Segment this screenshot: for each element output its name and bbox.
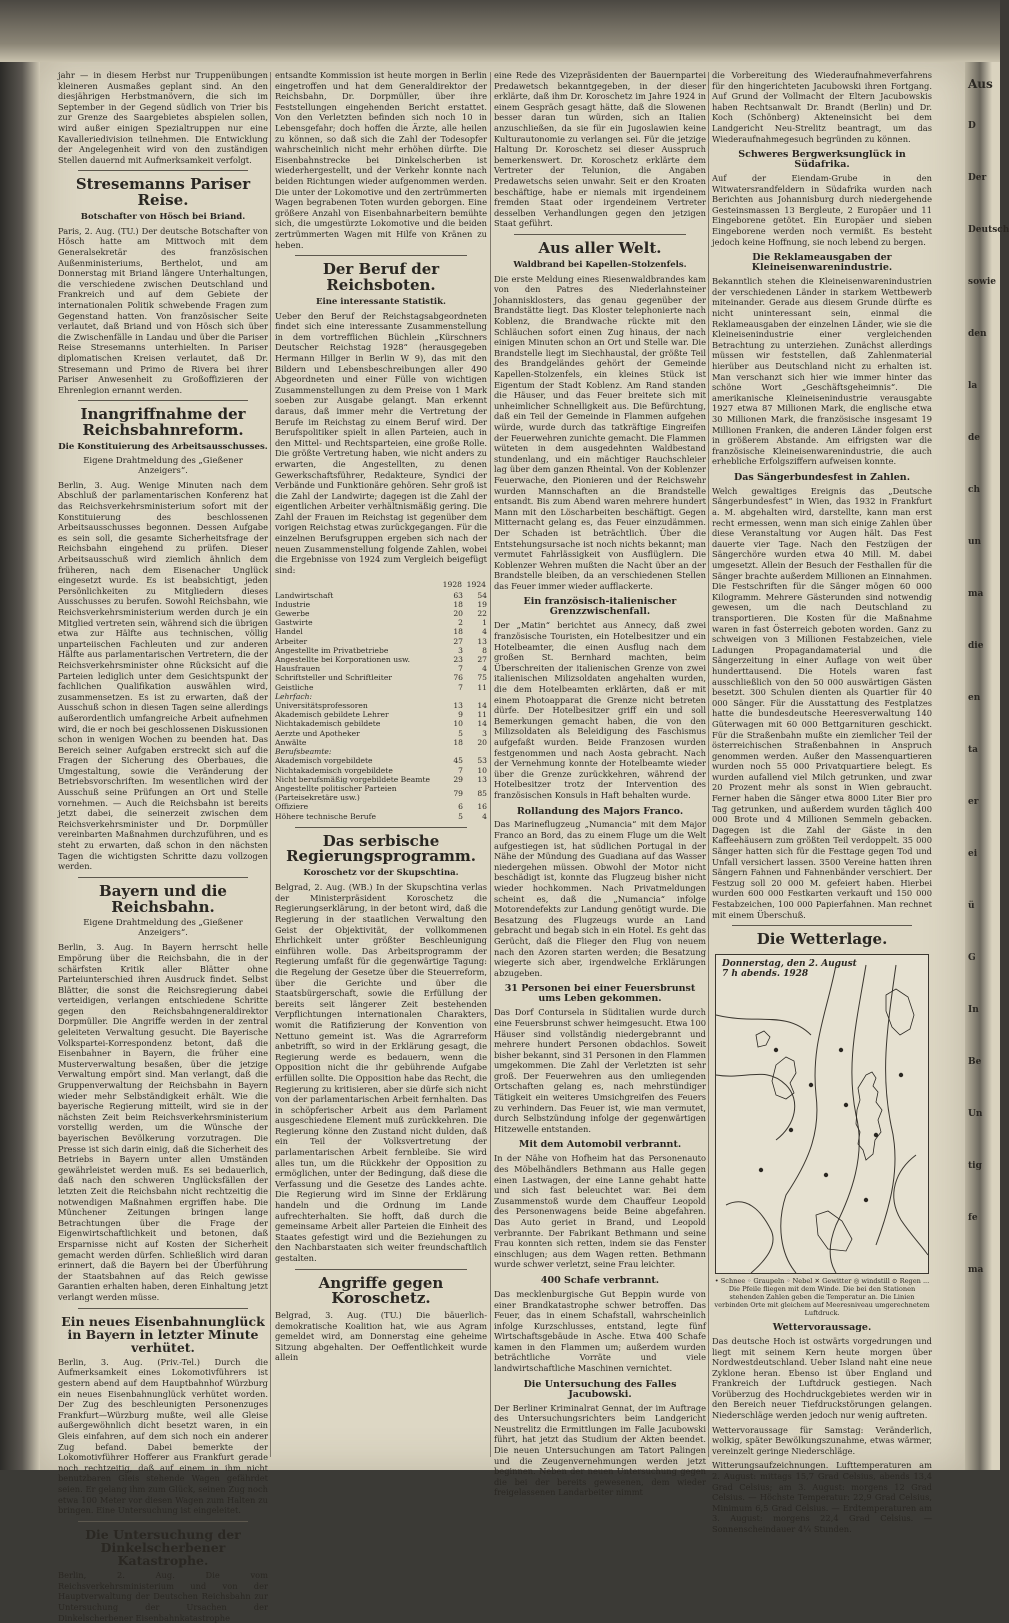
article-text: Das Marineflugzeug „Numancia“ mit dem Major Franco an Bord, das zu einem Fluge um die Welt aufgestiegen ist, hat südlichen Portugal in der Nähe der Mündung des Guadiana auf das Wasser niedergehen müssen. Obwohl der Motor nicht beschädigt ist, konnte das Flugzeug bisher nicht wieder hochkommen. Nach Privatmeldungen scheint es, daß die „Numancia“ infolge Motorendefekts zur Landung genötigt wurde. Die Besatzung des Flugzeugs wurde an Land gebracht und begab sich in ein Hotel. Es geht das Gerücht, daß die Flieger den Flug von neuem nach den Azoren starten werden; die Besatzung wiegerte sich aber, irgendwelche Erklärungen abzugeben.: [494, 819, 706, 978]
table-cell-profession: Landwirtschaft: [275, 590, 334, 600]
table-cell-profession: Akademisch vorgebildete: [275, 756, 373, 766]
headline-aus-aller-welt: Aus aller Welt.: [538, 238, 662, 257]
text-fragment: la: [968, 381, 978, 391]
column-rule: [490, 72, 491, 1457]
subheadline: Waldbrand bei Kapellen-Stolzenfels.: [513, 259, 687, 270]
text-fragment: Der: [968, 173, 987, 183]
table-cell-1924: 10: [477, 765, 487, 775]
table-row: [275, 692, 487, 701]
column-5-fragment: [968, 70, 1009, 1460]
column-header: 1924: [466, 580, 486, 590]
separator: [78, 400, 248, 401]
article-text: Wettervoraussage für Samstag: Veränderlich, wolkig, später Bewölkungszunahme, etwas wärmer, vereinzelt geringe Niederschläge.: [712, 1424, 932, 1456]
table-cell-profession: Nichtakademisch vorgebildete: [275, 765, 393, 775]
text-fragment: ch: [968, 485, 981, 495]
column-rule: [270, 72, 271, 1457]
table-row: [275, 701, 487, 710]
table-cell-1928: 23: [453, 655, 463, 665]
table-row: [275, 664, 487, 673]
table-cell-1924: 27: [477, 655, 487, 665]
table-cell-1924: 13: [477, 636, 487, 646]
headline-bergwerk: Schweres Bergwerksunglück in Südafrika.: [738, 149, 906, 171]
article-text: Das Dorf Contursela in Süditalien wurde durch eine Feuersbrunst schwer heimgesucht. Etwa 100 Häuser sind vollständig niedergebrannt und mehrere hundert Personen obdachlos. Soweit bisher bekannt, sind 31 Personen in den Flammen umgekommen. Die Zahl der Verletzten ist sehr groß. Der Feuerwehren aus den umliegenden Ortschaften gelang es, nach mehrstündiger Tätigkeit ein weiteres Umsichgreifen des Feuers zu verhindern. Das Feuer ist, wie man vermutet, durch Selbstzündung infolge der gegenwärtigen Hitzewelle entstanden.: [494, 1007, 706, 1134]
table-cell-1928: 27: [453, 636, 463, 646]
table-cell-profession: Geistliche: [275, 682, 314, 692]
headline-automobil: Mit dem Automobil verbrannt.: [518, 1139, 682, 1151]
article-text: entsandte Kommission ist heute morgen in Berlin eingetroffen und hat dem Generaldirektor der Reichsbahn, Dr. Dorpmüller, über ihre Feststellungen eingehenden Bericht erstattet. Von den Verletzten befinden sich noch 10 in Lebensgefahr; doch hoffen die Ärzte, alle heilen zu können, so daß sich die Zahl der Todesopfer wahrscheinlich nicht mehr erhöhen dürfte. Die Eisenbahnstrecke bei Dinkelscherben ist wiederhergestellt, und der Verkehr konnte nach beiden Richtungen wieder aufgenommen werden. Die unter der Lokomotive und den zertrümmerten Wagen begrabenen Toten wurden geborgen. Eine größere Anzahl von Eisenbahnarbeitern bemühte sich, die umgestürzte Lokomotive und die beiden zertrümmerten Wagen mit Hilfe von Kränen zu heben.: [275, 70, 487, 250]
subheadline: Die Konstituierung des Arbeitsausschusses.: [58, 441, 268, 452]
article-text: Das deutsche Hoch ist ostwärts vorgedrungen und liegt mit seinem Kern heute morgen über Nordwestdeutschland. Ueber Island naht eine neue Zyklone heran. Ebenso ist über England und Frankreich der Luftdruck gestiegen. Nach Vorüberzug des Hochdruckgebietes werden wir in den Bereich neuer Tiefdruckstörungen gelangen. Niederschläge werden jedoch nur wenig auftreten.: [712, 1335, 932, 1421]
headline-serbisch: Das serbische Regierungsprogramm.: [286, 831, 476, 866]
scan-top-edge: [0, 0, 1000, 62]
table-cell-1924: 14: [477, 719, 487, 729]
table-cell-1924: 4: [482, 664, 487, 674]
table-cell-profession: Nicht berufsmäßig vorgebildete Beamte: [275, 774, 430, 784]
table-cell-profession: Angestellte im Privatbetriebe: [275, 645, 389, 655]
table-row: [275, 756, 487, 765]
table-cell-1924: 8: [482, 645, 487, 655]
table-row: [275, 802, 487, 811]
article-text: Ueber den Beruf der Reichstagsabgeordneten findet sich eine interessante Zusammenstellung in dem vortrefflichen Büchlein „Kürschners Deutscher Reichstag 1928“ (herausgegeben Hermann Hillger in Berlin W 9), das mit den Bildern und Lebensbeschreibungen aller 490 Abgeordneten und einer Fülle von wichtigen Zusammenstellungen zu dem Preise von 1 Mark soeben zur Ausgabe gelangt. Man erkennt daraus, daß immer mehr die Vertretung der Berufe im Reichstag zu einem Beruf wird. Der Berufspolitiker spielt in allen Parteien, auch in den Mittel- und Rechtsparteien, eine große Rolle. Die größte Vertretung haben, wie nicht anders zu erwarten, die Angestellten, zu denen Gewerkschaftsführer, Redakteure, Syndici der Verbände und Funktionäre gehören. Sehr groß ist die Zahl der Landwirte; dagegen ist die Zahl der eigentlichen Arbeiter verhältnismäßig gering. Die Zahl der Frauen im Reichstag ist gegenüber dem vorigen Reichstag etwas zurückgegangen. Für die einzelnen Berufsgruppen ergeben sich nach der neuen Zusammenstellung folgende Zahlen, wobei die Ergebnisse von 1924 zum Vergleich beigefügt sind:: [275, 310, 487, 575]
text-fragment: en: [968, 693, 981, 703]
column-header: 1928: [442, 580, 462, 590]
text-fragment: den: [968, 329, 987, 339]
table-cell-1924: 13: [477, 774, 487, 784]
headline-fragment: Aus: [968, 77, 993, 91]
text-fragment: ü: [968, 901, 975, 911]
table-row: [275, 738, 487, 747]
headline-reklame: Die Reklameausgaben der Kleineisenwarenindustrie.: [751, 252, 893, 274]
article-text: Berlin, 3. Aug. (Priv.-Tel.) Durch die Aufmerksamkeit eines Lokomotivführers ist gestern abend auf dem Hauptbahnhof Würzburg ein neues Eisenbahnunglück verhütet worden. Der Zug des beschleunigten Personenzuges Frankfurt—Würzburg mußte, weil alle Gleise außergewöhnlich dicht besetzt waren, in ein Gleis einfahren, auf dem sich noch ein anderer Zug befand. Dabei bemerkte der Lokomotivführer Hofferer aus Frankfurt gerade noch rechtzeitig, daß auf einem in ihm nicht benutzbaren Gleis stehende Wagen gefährdet seien. Er gelang ihm zum Glück, seinen Zug noch etwa 100 Meter vor diesen Wagen zum Halten zu bringen. Eine Untersuchung ist eingeleitet.: [58, 1356, 268, 1516]
table-row: [275, 775, 487, 784]
table-cell-profession: Offiziere: [275, 802, 309, 812]
subheadline: Botschafter von Hösch bei Briand.: [80, 211, 246, 222]
text-fragment: sowie: [968, 277, 996, 287]
column-1: [58, 70, 268, 1623]
table-cell-1924: 85: [477, 788, 487, 798]
article-text: Berlin, 3. Aug. Wenige Minuten nach dem Abschluß der parlamentarischen Konferenz hat das Reichsverkehrsministerium sofort mit der Konstituierung des beschlossenen Arbeitsausschusses begonnen. Dessen Aufgabe es sein soll, die gesamte Sicherheitsfrage der Reichsbahn eingehend zu prüfen. Dieser Arbeitsausschuß wird ziemlich ähnlich dem früheren, nach dem Eisenacher Unglück eingesetzt wurde. Es ist beabsichtigt, jeden Persönlichkeiten zu Mitgliedern dieses Ausschusses zu berufen. Sowohl Reichsbahn, wie Reichsverkehrsministerium werden durch je ein Mitglied vertreten sein, während sich die übrigen etwa zur Hälfte aus technischen, völlig unparteiischen Fachleuten und zur anderen Hälfte aus parlamentarischen Vertretern, die der Reichsverkehrsminister ohne Rücksicht auf die Parteien lediglich unter dem Gesichtspunkt der fachlichen Qualifikation auswählen wird, zusammensetzen. Es ist zu erwarten, daß der Ausschuß schon in diesen Tagen seine allerdings außerordentlich umfangreiche Arbeit aufnehmen wird, die er noch bei geschlossenen Diskussionen schon in wenigen Wochen zu beenden hat. Das Bereich seiner Aufgaben erstreckt sich auf die Fragen der Sicherung des Oberbaues, die Umgestaltung, sowie die Veränderung der Betriebsvorschriften. Im wesentlichen wird der Ausschuß seine Prüfungen an Ort und Stelle vornehmen. — Auch die Reichsbahn ist bereits jetzt dabei, die seinerzeit zwischen dem Reichsverkehrsminister und Dr. Dorpmüller vereinbarten Maßnahmen durchzuführen, und es steht zu erwarten, daß schon in den nächsten Tagen die wichtigsten Schritte dazu vollzogen werden.: [58, 479, 268, 872]
text-fragment: Un: [968, 1109, 983, 1119]
table-cell-profession: Universitätsprofessoren: [275, 701, 368, 711]
separator: [78, 170, 248, 171]
subheadline: Eine interessante Statistik.: [316, 296, 446, 307]
table-cell-1924: 20: [477, 737, 487, 747]
table-cell-1924: 1: [482, 618, 487, 628]
article-text: Berlin, 3. Aug. In Bayern herrscht helle Empörung über die Reichsbahn, die in der schärfsten Kritik aller Blätter ohne Parteiunterschied ihren Ausdruck findet. Selbst Blätter, die sonst die Reichsregierung dabei verteidigen, verlangen entschiedene Schritte gegen den Reichsbahngeneraldirektor Dorpmüller. Die Angriffe werden in der zentral geleiteten Verwaltung gesucht. Die Bayerische Volkspartei-Korrespondenz betont, daß die Eisenbahner in Bayern, die früher eine Musterverwaltung besaßen, über die jetzige Verwaltung empört sind. Man verlangt, daß die Gruppenverwaltung der Reichsbahn in Bayern wieder mehr Selbständigkeit erhält. Wie die bayerische Regierung mitteilt, wird sie in der nächsten Zeit beim Reichsverkehrsministerium vorstellig werden, um die Wünsche der bayerischen Bevölkerung vorzutragen. Die Presse ist sich darin einig, daß die Sicherheit des Betriebs in Bayern unter allen Umständen gewährleistet werden muß. Es sei bedauerlich, daß nach den schweren Unglücksfällen der letzten Zeit die Reichsbahn nicht rechtzeitig die notwendigen Maßnahmen ergriffen habe. Die Münchener Zeitungen bringen lange Betrachtungen über die Frage der Eigenwirtschaftlichkeit und betonen, daß Ersparnisse nicht auf Kosten der Sicherheit gemacht werden dürfen. Schließlich wird daran erinnert, daß die Bayern bei der Überführung der Staatsbahnen auf das Reich gewisse Garantien erhalten haben, deren Einhaltung jetzt verlangt werden müsse.: [58, 942, 268, 1302]
table-cell-1928: 29: [453, 774, 463, 784]
separator: [78, 877, 248, 878]
table-cell-1924: 53: [477, 756, 487, 766]
text-fragment: ta: [968, 745, 978, 755]
article-text: Der „Matin“ berichtet aus Annecy, daß zwei französische Touristen, ein Hotelbesitzer und ein Hotelbeamter, die einen Ausflug nach dem großen St. Bernhard machten, beim Überschreiten der italienischen Grenze von zwei italienischen Milizsoldaten angehalten wurden, die dem Hotelbeamten erklärten, daß er mit einem Photoapparat die Grenze nicht betreten dürfe. Der Hotelbesitzer griff ein und soll Bemerkungen gemacht haben, die von den Milizsoldaten als Beleidigung des Faschismus aufgefaßt wurden. Beide Franzosen wurden festgenommen und nach Aosta gebracht. Nach der Vernehmung konnte der Hotelbeamte wieder über die Grenze zurückkehren, während der Hotelbesitzer trotz der Intervention des französischen Konsuls in Haft behalten wurde.: [494, 620, 706, 800]
text-fragment: Deutsch: [968, 225, 1009, 235]
headline-eisenbahnunglueck: Ein neues Eisenbahnunglück in Bayern in letzter Minute verhütet.: [61, 1313, 265, 1355]
table-cell-1924: 19: [477, 599, 487, 609]
table-cell-1924: 11: [477, 682, 487, 692]
text-fragment: fe: [968, 1213, 978, 1223]
table-header-row: [275, 579, 487, 590]
table-row: [275, 747, 487, 756]
profession-statistics-table: [275, 579, 487, 820]
table-row: [275, 729, 487, 738]
column-3: [494, 70, 706, 1498]
article-text: Belgrad, 2. Aug. (WB.) In der Skupschtina verlas der Ministerpräsident Koroschetz die Regierungserklärung, in der betont wird, daß die Regierung in der staatlichen Verwaltung den Geist der Objektivität, der vollkommenen Ehrlichkeit unter größter Beschleunigung einführen wolle. Das Arbeitsprogramm der Regierung umfaßt für die gegenwärtige Tagung: die Regelung der Gesetze über die Steuerreform, über die Gerichte und über die Staatsbürgerschaft, sowie die Erfüllung der bereits seit längerer Zeit bestehenden Verpflichtungen internationalen Charakters, womit die Ratifizierung der Konvention von Nettuno gemeint ist. Was die Agrarreform anbetrifft, so wird in der Erklärung gesagt, die Regierung werde es bedauern, wenn die Opposition nicht die ihr gebührende Aufgabe erfüllen sollte. Die Opposition habe das Recht, die Regierung zu kritisieren, aber sie dürfe sich nicht von der parlamentarischen Arbeit fernhalten. Das in schöpferischer Arbeit aus dem Parlament ausgeschiedene Element muß zurückkehren. Die Regierung könne den Zustand nicht dulden, daß ein Teil der Volksvertretung der parlamentarischen Arbeit fernbleibe. Sie wird alles tun, um die Rückkehr der Opposition zu ermöglichen, unter der Bedingung, daß diese die Verfassung und die Gesetze des Landes achte. Die Regierung wird im Sinne der Erklärung handeln und die Ordnung im Lande aufrechterhalten. Sie hofft, daß durch die gemeinsame Arbeit aller Parteien die Einheit des Staates gefestigt wird und die Beziehungen zu den Nachbarstaaten sich weiter freundschaftlich gestalten.: [275, 882, 487, 1263]
column-rule: [708, 72, 709, 1457]
table-row: [275, 637, 487, 646]
separator: [514, 234, 686, 235]
table-cell-1924: 75: [477, 673, 487, 683]
text-fragment: er: [968, 797, 979, 807]
headline-bayern: Bayern und die Reichsbahn.: [99, 881, 227, 916]
dateline-source: Eigene Drahtmeldung des „Gießener Anzeigers“.: [83, 918, 243, 939]
table-cell-1924: 4: [482, 627, 487, 637]
table-row: [275, 600, 487, 609]
subheadline: Koroschetz vor der Skupschtina.: [303, 868, 459, 879]
separator: [78, 1308, 248, 1309]
table-row: [275, 591, 487, 600]
article-text: Auf der Eiendam-Grube in den Witwatersrandfeldern in Südafrika wurden nach Berichten aus Johannisburg durch niedergehende Gesteinsmassen 13 Bergleute, 2 Europäer und 11 Eingeborene getötet. Ein Europäer und sieben Eingeborene werden noch vermißt. Es besteht jedoch keine Hoffnung, sie noch lebend zu bergen.: [712, 173, 932, 247]
table-cell-1928: 10: [453, 719, 463, 729]
text-fragment: ei: [968, 849, 978, 859]
text-fragment: G: [968, 953, 976, 963]
table-cell-1928: 9: [458, 710, 463, 720]
table-cell-1928: 13: [453, 701, 463, 711]
headline-jacubowski: Die Untersuchung des Falles Jacubowski.: [523, 1378, 677, 1400]
table-cell-profession: Gastwirte: [275, 618, 313, 628]
fragment-list: [968, 120, 1009, 1276]
table-cell-1924: [463, 692, 487, 701]
table-cell-profession: Handel: [275, 627, 303, 637]
table-row: [275, 655, 487, 664]
text-fragment: ma: [968, 589, 984, 599]
table-cell-1928: 7: [458, 765, 463, 775]
table-cell-1928: 20: [453, 609, 463, 619]
headline-saengerbund: Das Sängerbundesfest in Zahlen.: [733, 471, 911, 483]
table-cell-1924: 14: [477, 701, 487, 711]
table-cell-1924: 16: [477, 802, 487, 812]
table-cell-profession: Hausfrauen: [275, 664, 321, 674]
headline-feuersbrunst: 31 Personen bei einer Feuersbrunst ums Leben gekommen.: [504, 983, 696, 1005]
table-cell-1928: 79: [453, 788, 463, 798]
separator: [732, 925, 912, 926]
table-row: [275, 710, 487, 719]
table-row: [275, 618, 487, 627]
table-cell-1928: 5: [458, 728, 463, 738]
table-row: [275, 784, 487, 802]
weather-map-legend: • Schnee ◦ Graupeln ◦ Nebel ✕ Gewitter ◎ windstill ⊙ Regen ... Die Pfeile fliegen mit dem Winde. Die bei den Stationen stehenden Zahlen geben die Temperatur an. Die Linien verbinden Orte mit gleichem auf Meeresniveau umgerechnetem Luftdruck.: [714, 1276, 930, 1317]
weather-map: [715, 954, 929, 1274]
table-row: [275, 683, 487, 692]
table-cell-profession: Schriftsteller und Schriftleiter: [275, 673, 392, 683]
table-cell-1928: 3: [458, 645, 463, 655]
article-text: Witterungsaufzeichnungen. Lufttemperaturen am 2. August: mittags 15,7 Grad Celsius, abends 13,4 Grad Celsius; am 3. August: morgens 12 Grad Celsius. — Höchste Temperatur: 22,9 Grad Celsius, Minimum 6,5 Grad Celsius. — Erdtemperaturen am 3. August: morgens 22,4 Grad Celsius. — Sonnenscheindauer 4¼ Stunden.: [712, 1460, 932, 1534]
table-cell-1928: 2: [458, 618, 463, 628]
table-cell-1924: 3: [482, 728, 487, 738]
text-fragment: de: [968, 433, 981, 443]
table-row: [275, 719, 487, 728]
table-cell-1928: 45: [453, 756, 463, 766]
article-text: eine Rede des Vizepräsidenten der Bauernpartei Predawetsch bekanntgegeben, in der dieser erklärte, daß ihm Dr. Koroschetz im Jahre 1924 in einem Gespräch gesagt hätte, daß die Slowenen besser daran tun würden, sich an Italien anzuschließen, da sie für ein Jugoslawien keine Kulturautonomie zu verlangen sei. Für die jetzige Haltung Dr. Koroschetz sei dieser Ausspruch bemerkenswert. Dr. Koroschetz erklärte dem Vertreter der Telunion, die Angaben Predawetschs seien unwahr. Seit er den Kroaten beschäftige, habe er niemals mit irgendeinem fremden Staat oder irgendeinem Vertreter desselben Verhandlungen gegen den jetzigen Staat geführt.: [494, 70, 706, 229]
article-text: die Vorbereitung des Wiederaufnahmeverfahrens für den hingerichteten Jacubowski ihren Fortgang. Auf Grund der Vollmacht der Eltern Jacubowskis haben Rechtsanwalt Dr. Brandt (Berlin) und Dr. Koch (Schönberg) Akteneinsicht bei dem Landgericht Neu-Strelitz beantragt, um das Wiederaufnahmegesuch begründen zu können.: [712, 70, 932, 144]
table-cell-1928: 18: [453, 627, 463, 637]
table-cell-1924: 4: [482, 811, 487, 821]
table-cell-1924: 11: [477, 710, 487, 720]
column-2: [275, 70, 487, 1460]
table-cell-1928: 76: [453, 673, 463, 683]
table-row: [275, 673, 487, 682]
table-cell-1928: [439, 747, 463, 756]
separator: [295, 1269, 467, 1270]
table-cell-1928: 63: [453, 590, 463, 600]
table-cell-1928: 18: [453, 737, 463, 747]
table-row: [275, 812, 487, 821]
article-text: Der Berliner Kriminalrat Gennat, der im Auftrage des Untersuchungsrichters beim Landgericht Neustrelitz die Ermittlungen im Falle Jacubowski führt, hat jetzt das Studium der Akten beendet. Die neuen Untersuchungen am Tatort Palingen und die Zeugenvernehmungen werden jetzt beginnen. Neben der neuen Untersuchung gegen die bei der bereits gewesenen, dem wieder freigelassenen Landarbeiter nimmt: [494, 1402, 706, 1498]
table-row: [275, 609, 487, 618]
table-cell-1928: 18: [453, 599, 463, 609]
article-text: Bekanntlich stehen die Kleineisenwarenindustrien der verschiedenen Länder in starkem Wettbewerb miteinander. Gerade aus diesem Grunde dürfte es nicht uninteressant sein, einmal die Reklameausgaben der einzelnen Länder, wie sie die Kleineisenindustrie einer vergleichenden Betrachtung zu unterziehen. Zunächst allerdings müssen wir feststellen, daß Zahlenmaterial hierüber aus Deutschland nicht zu erhalten ist. Man verschanzt sich hier wie immer hinter das schöne Wort „Geschäftsgeheimnis“. Die amerikanische Kleineisenindustrie verausgabte 1927 etwa 87 Millionen Mark, die englische etwa 30 Millionen Mark, die französische insgesamt 19 Millionen Franken, die anderen Länder folgen erst in größerem Abstande. Am eifrigsten war die französische Kleineisenwarenindustrie, die auch erhebliche Erfolgsziffern aufweisen konnte.: [712, 276, 932, 467]
article-text: jahr — in diesem Herbst nur Truppenübungen kleineren Ausmaßes geplant sind. An den diesjährigen Herbstmanövern, die sich im September in der Gegend südlich von Trier bis zur Grenze des Saargebietes abspielen sollen, wird außer einigen Spezialtruppen nur eine Kavalleriedivision teilnehmen. Die Entwicklung der Angelegenheit wird von den zuständigen Stellen dauernd mit Aufmerksamkeit verfolgt.: [58, 70, 268, 165]
table-cell-profession: Nichtakademisch gebildete: [275, 719, 381, 729]
table-cell-profession: Anwälte: [275, 737, 307, 747]
headline-franco: Rollandung des Majors Franco.: [516, 805, 684, 817]
text-fragment: un: [968, 537, 982, 547]
text-fragment: D: [968, 121, 976, 131]
table-cell-1924: [463, 747, 487, 756]
table-cell-1928: 6: [458, 802, 463, 812]
table-cell-profession: Angestellte politischer Parteien (Parteisekretäre usw.): [275, 783, 397, 803]
headline-grenzzwischenfall: Ein französisch-italienischer Grenzzwischenfall.: [523, 596, 677, 618]
headline-stresemann: Stresemanns Pariser Reise.: [75, 175, 251, 210]
article-text: Die erste Meldung eines Riesenwaldbrandes kam von den Patres des Niederlahnsteiner Johannisklosters, das genau gegenüber der Brandstätte liegt. Das Kloster telephonierte nach Koblenz, die Brandwache rückte mit den Schläuchen sofort einen Zug hinaus, der nach einigen Minuten schon an Ort und Stelle war. Die Brandstelle liegt im Siechhaustal, der größte Teil des Brandgeländes gehört der Gemeinde Kapellen-Stolzenfels, ein kleines Stück ist Eigentum der Stadt Koblenz. Am Rand standen die Häuser, und das Feuer breitete sich mit unheimlicher Schnelligkeit aus. Die Befürchtung, daß ein Teil der Gemeinde in Flammen aufgehen würde, wurde durch das tatkräftige Eingreifen der Feuerwehren zunichte gemacht. Die Flammen wüteten in dem ausgedehnten Waldbestand stundenlang, und ein mächtiger Rauchschleier lag über dem ganzen Rheintal. Von der Koblenzer Feuerwache, den Pionieren und der Reichswehr wurden Mannschaften an die Brandstelle entsandt. Bis zum Abend waren mehrere hundert Mann mit den Löscharbeiten beschäftigt. Gegen Mitternacht gelang es, das Feuer einzudämmen. Der Schaden ist beträchtlich. Über die Entstehungsursache ist noch nichts bekannt; man vermutet Fahrlässigkeit von Ausflüglern. Die Koblenzer Wehren mußten die Nacht über an der Brandstelle bleiben, da an verschiedenen Stellen das Feuer immer wieder aufflackerte.: [494, 273, 706, 591]
headline-reichsbahnreform: Inangriffnahme der Reichsbahnreform.: [80, 405, 246, 440]
table-cell-profession: Akademisch gebildete Lehrer: [275, 710, 389, 720]
article-text: Belgrad, 3. Aug. (TU.) Die bäuerlich-demokratische Koalition hat, wie aus Agram gemeldet wird, am Donnerstag eine geheime Sitzung abgehalten. Der Oeffentlichkeit wurde allein: [275, 1310, 487, 1363]
headline-wettervoraussage: Wettervoraussage.: [772, 1321, 872, 1333]
headline-dinkelscherben: Die Untersuchung der Dinkelscherbener Katastrophe.: [85, 1526, 241, 1569]
separator: [295, 827, 467, 828]
headline-wetterlage: Die Wetterlage.: [756, 930, 888, 949]
headline-reichsboten: Der Beruf der Reichsboten.: [322, 260, 440, 294]
table-cell-profession: Industrie: [275, 599, 311, 609]
separator: [78, 1521, 248, 1522]
weather-map-title: Donnerstag, den 2. August 7 h abends. 1928: [722, 958, 857, 979]
table-cell-profession: Lehrfach:: [275, 691, 313, 701]
table-cell-profession: Höhere technische Berufe: [275, 811, 376, 821]
table-row: [275, 766, 487, 775]
table-cell-profession: Aerzte und Apotheker: [275, 728, 360, 738]
table-row: [275, 627, 487, 636]
weather-map-drawing: [716, 955, 928, 1273]
table-cell-profession: Gewerbe: [275, 609, 310, 619]
table-cell-1924: 22: [477, 609, 487, 619]
table-row: [275, 646, 487, 655]
table-cell-profession: Angestellte bei Korporationen usw.: [275, 655, 410, 665]
table-cell-1924: 54: [477, 590, 487, 600]
text-fragment: die: [968, 641, 984, 651]
dateline-source: Eigene Drahtmeldung des „Gießener Anzeigers“.: [83, 455, 243, 476]
table-cell-1928: 7: [458, 682, 463, 692]
text-fragment: In: [968, 1005, 979, 1015]
headline-koroschetz: Angriffe gegen Koroschetz.: [318, 1273, 444, 1308]
article-text: In der Nähe von Hofheim hat das Personenauto des Möbelhändlers Bethmann aus Halle gegen einen Lastwagen, der eine Lanne gehabt hatte und sich fast beleuchtet war. Bei dem Zusammenstoß wurde dem Chauffeur Leopold des Personenwagens beide Beine abgefahren. Das Auto geriet in Brand, und Leopold verbrannte. Der Fabrikant Bethmann und seine Frau konnten sich retten, indem sie das Fenster einschlugen; aus dem Wagen retten. Bethmann wurde schwer verletzt, seine Frau leichter.: [494, 1153, 706, 1270]
column-4: [712, 70, 932, 1534]
text-fragment: ma: [968, 1265, 984, 1275]
table-cell-1928: [439, 692, 463, 701]
table-cell-1928: 7: [458, 664, 463, 674]
separator: [295, 255, 467, 256]
table-cell-1928: 5: [458, 811, 463, 821]
article-text: Das mecklenburgische Gut Beppin wurde von einer Brandkatastrophe schwer betroffen. Das Feuer, das in einem Schafstall, wahrscheinlich infolge Kurzschlusses, entstand, legte fünf Wirtschaftsgebäude in Asche. Etwa 400 Schafe kamen in den Flammen um; außerdem wurden beträchtliche Vorräte und viele landwirtschaftliche Maschinen vernichtet.: [494, 1288, 706, 1374]
table-cell-profession: Arbeiter: [275, 636, 308, 646]
article-text: Paris, 2. Aug. (TU.) Der deutsche Botschafter von Hösch hatte am Mittwoch mit dem Generalsekretär des französischen Außenministeriums, Berthelot, und am Donnerstag mit Briand längere Unterhaltungen, die verschiedene zwischen Deutschland und Frankreich und auf dem Gebiete der internationalen Politik schwebende Fragen zum Gegenstand hatten. Von französischer Seite verlautet, daß Briand und von Hösch sich über die Zwischenfälle in Landau und über die Pariser Reise Stresemanns unterhielten. In Pariser diplomatischen Kreisen verlautet, daß Dr. Stresemann und Primo de Rivera bei ihrer Pariser Anwesenheit zu Großoffizieren der Ehrenlegion ernannt werden.: [58, 225, 268, 395]
table-cell-profession: Berufsbeamte:: [275, 747, 332, 757]
article-text: Berlin, 2. Aug. Die vom Reichsverkehrsministerium und von der Hauptverwaltung der Deutschen Reichsbahn zur Untersuchung der Ursachen der Dinkelscherbener Eisenbahnkatastrophe: [58, 1570, 268, 1623]
text-fragment: tig: [968, 1161, 982, 1171]
headline-schafe: 400 Schafe verbrannt.: [540, 1274, 660, 1286]
text-fragment: Be: [968, 1057, 982, 1067]
article-text: Welch gewaltiges Ereignis das „Deutsche Sängerbundesfest“ in Wien, das 1932 in Frankfurt a. M. abgehalten wird, darstellte, kann man erst recht ermessen, wenn man sich einige Zahlen über diese Veranstaltung vor Augen hält. Das Fest dauerte vier Tage. Nach den Festzügen der Sängerchöre wurden etwa 40 Mill. M. dabei umgesetzt. Allein der Besuch der Festhallen für die Sänger brachte außerdem Millionen an Einnahmen. Die Festschriften für die Sänger mögen 60 000 Kilogramm. Mehrere Gästerunden sind notwendig gewesen, um die nach Deutschland zu transportieren. Die Kosten für die Maßnahme waren in fast Österreich geboten worden. Ganz zu schweigen von 3 Millionen Festabzeichen, viele Ladungen Propagandamaterial und die Sängerzeitung in einer Auflage von weit über hunderttausend. Die Hotels waren fast ausschließlich von den 50 000 auswärtigen Gästen besetzt. 300 Schulen dienten als Quartier für 40 000 Sänger. Für die Ausstattung des Festplatzes hatte die bundesdeutsche Heeresverwaltung 140 Güterwagen mit 60 000 Bettgarnituren geschickt. Für die Straßenbahn mußte ein ziemlicher Teil der österreichischen Straßenbahnen in Anspruch genommen werden. Außer den Massenquartieren wurden noch 55 000 Privatquartiere belegt. Es wurden aufallend viel Milch getrunken, und zwar 20 Prozent mehr als sonst in Wien gebraucht. Ferner haben die Sänger etwa 8000 Liter Bier pro Tag getrunken, und außerdem wurden täglich 400 000 Brote und 4 Millionen Semmeln gebacken. Dagegen ist die Zahl der Gäste in den Kaffeehäusern zum größten Teil verdoppelt. 35 000 Sänger hatten sich für die Festtage gegen Tod und Unfall versichert lassen. 3500 Vereine hatten ihren Sängern Fahnen und Fahnenbänder verschiert. Der Festzug soll 20 000 M. gefeiert haben. Hierbei wurden 600 000 Festkarten verkauft und 150 000 Festabzeichen, 100 000 Papierfahnen. Man rechnet mit einem Überschuß.: [712, 485, 932, 920]
